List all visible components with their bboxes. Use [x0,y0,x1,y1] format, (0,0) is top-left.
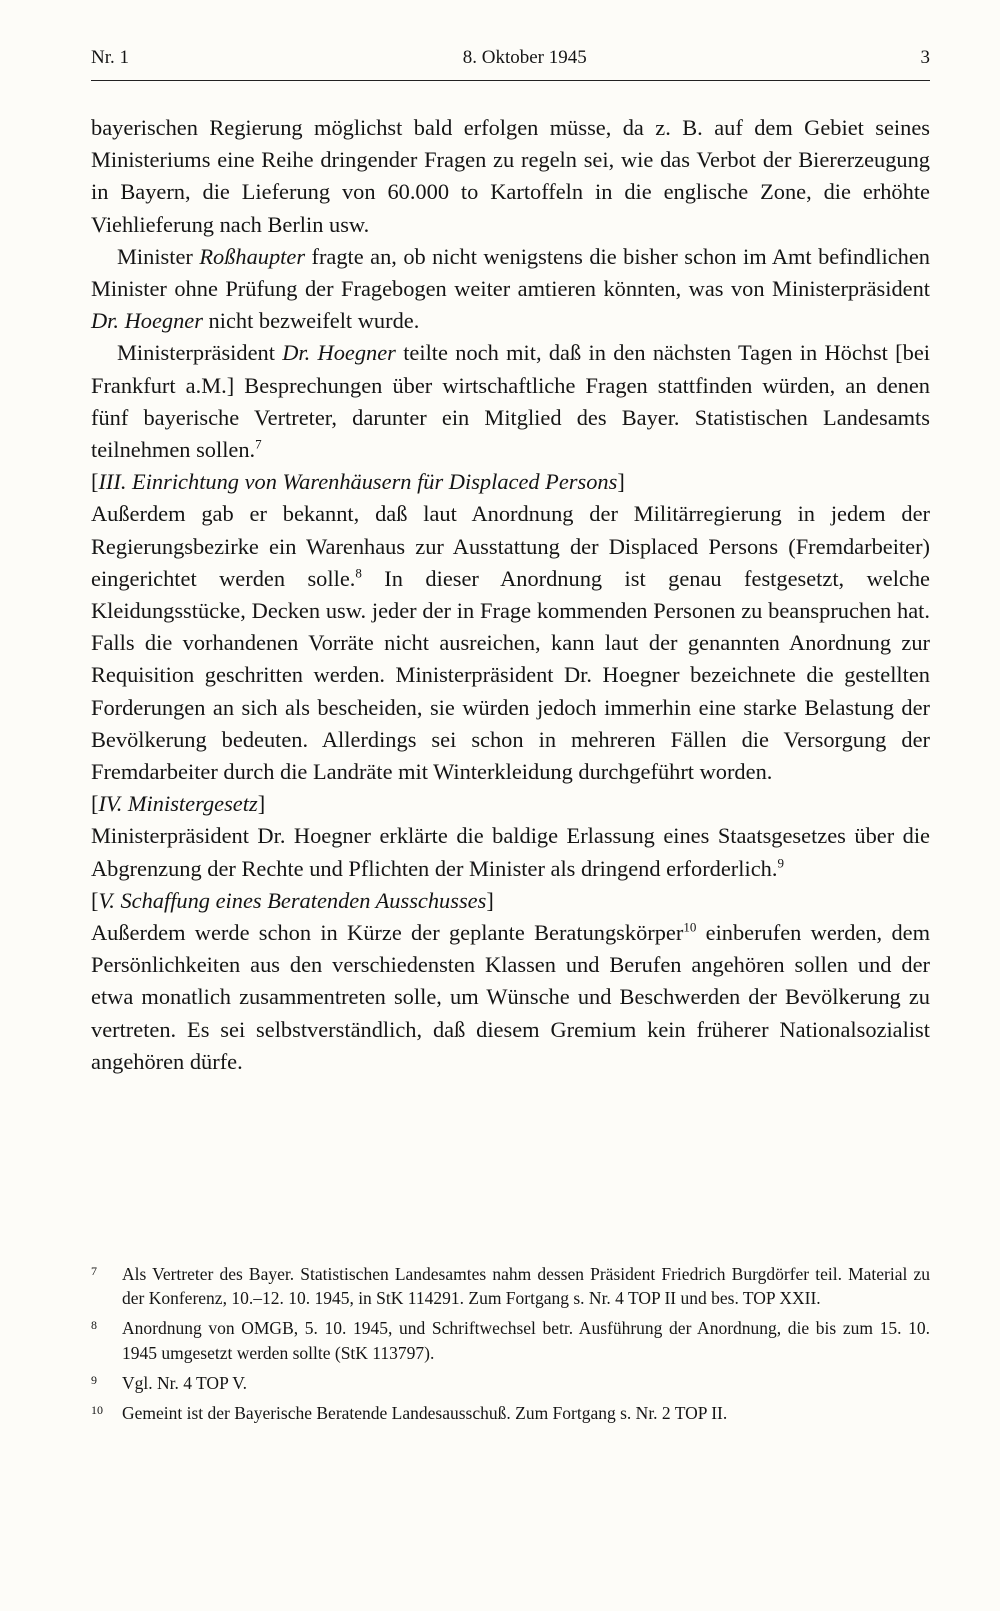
footnote-ref-9[interactable]: 9 [777,855,784,871]
section-heading-5-text: V. Schaffung eines Beratenden Ausschusses [98,887,487,913]
footnote-number: 7 [91,1264,97,1278]
person-name-hoegner: Dr. Hoegner [91,308,203,334]
paragraph-5 [91,820,930,884]
paragraph-6-text-b: einberufen werden, dem Persönlichkeiten aus den verschiedensten Klassen und Berufen angehören sollen und der etwa monatlich zusammentreten solle, um Wünsche und Beschwerden der Bevölkerung zu vertreten. Es sei selbstverständlich, daß diesem Gremium kein früherer Nationalsozialist angehören dürfe. [91,920,930,1074]
paragraph-6 [91,917,930,1078]
footnote-number: 8 [91,1318,97,1333]
issue-number: Nr. 1 [91,47,129,68]
person-name-rosshaupter: Roßhaupter [199,243,306,269]
paragraph-2-text-c: nicht bezweifelt wurde. [202,308,420,334]
paragraph-5-text: Ministerpräsident Dr. Hoegner erklärte die baldige Erlassung eines Staatsgesetzes über die Abgrenzung der Rechte und Pflichten der Minister als dringend erforderlich. [91,823,930,881]
section-heading-5: [V. Schaffung eines Beratenden Ausschusses] [91,887,494,913]
footnote-ref-8[interactable]: 8 [355,565,362,581]
footnote-7 [91,1262,930,1310]
footnote-number: 9 [91,1372,97,1387]
footnote-8 [91,1316,930,1364]
footnote-text: Vgl. Nr. 4 TOP V. [122,1372,247,1393]
section-heading-3-text: III. Einrichtung von Warenhäusern für Displaced Persons [98,469,618,495]
section-heading-4: [IV. Ministergesetz] [91,791,266,817]
section-heading-3: [III. Einrichtung von Warenhäusern für Displaced Persons] [91,469,625,495]
body-text [91,112,930,1078]
paragraph-4-text-a: Außerdem gab er bekannt, daß laut Anordnung der Militärregierung in jedem der Regierungsbezirke ein Warenhaus zur Ausstattung der Displaced Persons (Fremdarbeiter) eingerichtet werden solle. [91,501,930,591]
footnote-text: Gemeint ist der Bayerische Beratende Landesausschuß. Zum Fortgang s. Nr. 2 TOP II. [122,1403,728,1424]
section-heading-4-text: IV. Ministergesetz [98,791,258,817]
header-rule [91,80,930,81]
paragraph-3 [91,337,930,466]
footnote-9 [91,1371,930,1395]
footnote-ref-10[interactable]: 10 [683,919,697,935]
paragraph-4-text-b: In dieser Anordnung ist genau festgesetzt, welche Kleidungsstücke, Decken usw. jeder der in Frage kommenden Personen zu beanspruchen hat. Falls die vorhandenen Vorräte nicht ausreichen, kann laut der genannten Anordnung zur Requisition geschritten werden. Ministerpräsident Dr. Hoegner bezeichnete die gestellten Forderungen an sich als bescheiden, sie würden jedoch immerhin eine starke Belastung der Bevölkerung bedeuten. Allerdings sei schon in mehreren Fällen die Versorgung der Fremdarbeiter durch die Landräte mit Winterkleidung durchgeführt worden. [91,565,930,785]
paragraph-1: bayerischen Regierung möglichst bald erfolgen müsse, da z. B. auf dem Gebiet seines Ministeriums eine Reihe dringender Fragen zu regeln sei, wie das Verbot der Biererzeugung in Bayern, die Lieferung von 60.000 to Kartoffeln in die englische Zone, die erhöhte Viehlieferung nach Berlin usw. [91,115,930,237]
footnotes [91,1262,930,1431]
footnote-text: Anordnung von OMGB, 5. 10. 1945, und Schriftwechsel betr. Ausführung der Anordnung, die bis zum 15. 10. 1945 umgesetzt werden sollte (StK 113797). [122,1318,930,1363]
footnote-number: 10 [91,1403,103,1418]
page-number: 3 [920,47,930,68]
footnote-10 [91,1401,930,1425]
footnote-text: Als Vertreter des Bayer. Statistischen Landesamtes nahm dessen Präsident Friedrich Burgdörfer teil. Material zu der Konferenz, 10.–12. 10. 1945, in StK 114291. Zum Fortgang s. Nr. 4 TOP II und bes. TOP XXII. [122,1264,930,1309]
person-name-hoegner-2: Dr. Hoegner [282,340,396,366]
footnote-ref-7[interactable]: 7 [255,436,262,452]
paragraph-6-text-a: Außerdem werde schon in Kürze der geplante Beratungskörper [91,920,684,946]
running-header [91,46,930,70]
paragraph-4 [91,498,930,788]
paragraph-3-text-b: teilte noch mit, daß in den nächsten Tagen in Höchst [bei Frankfurt a.M.] Besprechungen über wirtschaftliche Fragen stattfinden würden, an denen fünf bayerische Vertreter, darunter ein Mitglied des Bayer. Statistischen Landesamts teilnehmen sollen. [91,340,930,463]
header-date: 8. Oktober 1945 [462,47,587,68]
paragraph-2-text-b: fragte an, ob nicht wenigstens die bisher schon im Amt befindlichen Minister ohne Prüfung der Fragebogen weiter amtieren könnten, was von Ministerpräsident [91,243,930,302]
paragraph-3-text-a: Ministerpräsident [117,340,283,366]
paragraph-2-text-a: Minister [117,243,200,269]
paragraph-2 [91,241,930,338]
